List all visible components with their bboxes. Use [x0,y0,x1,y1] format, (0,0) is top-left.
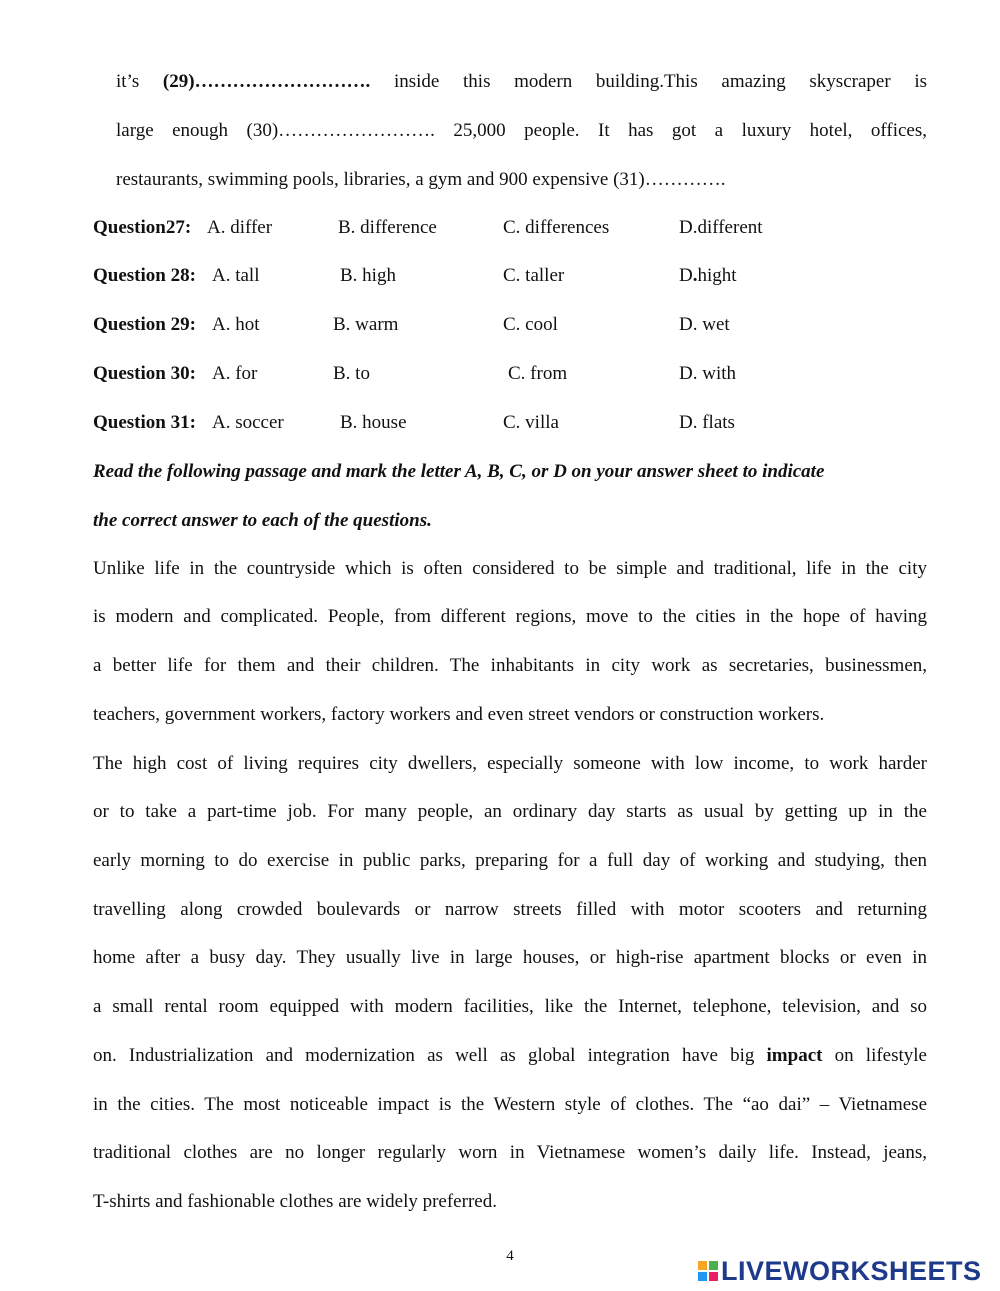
passage-line: The high cost of living requires city dwellers, especially someone with low income, to work harder [93,753,927,774]
passage-line: on. Industrialization and modernization as well as global integration have big impact on lifestyle [93,1045,927,1066]
option-a: A. for [212,363,258,384]
instruction-line-2: the correct answer to each of the questions. [93,510,432,531]
keyword-impact: impact [766,1045,823,1066]
passage-line: or to take a part-time job. For many people, an ordinary day starts as usual by getting up in the [93,801,927,822]
option-b: B. warm [333,314,399,335]
passage-line-29: it’s (29)………………………. inside this modern building.This amazing skyscraper is [116,71,928,92]
option-d: D.hight [679,265,737,286]
question-label: Question 30: [93,363,196,384]
question-label: Question 31: [93,412,196,433]
option-b: B. high [340,265,396,286]
option-c: C. cool [503,314,558,335]
option-a: A. tall [212,265,260,286]
passage-line: is modern and complicated. People, from different regions, move to the cities in the hope of having [93,606,927,627]
passage-line: a small rental room equipped with modern facilities, like the Internet, telephone, television, and so [93,996,927,1017]
option-d: D. with [679,363,736,384]
passage-line: T-shirts and fashionable clothes are widely preferred. [93,1191,497,1212]
liveworksheets-logo [698,1256,982,1286]
option-c: C. villa [503,412,559,433]
passage-line: in the cities. The most noticeable impact is the Western style of clothes. The “ao dai” – Vietnamese [93,1094,927,1115]
passage-line: early morning to do exercise in public parks, preparing for a full day of working and studying, then [93,850,927,871]
option-b: B. house [340,412,407,433]
passage-line-31: restaurants, swimming pools, libraries, a gym and 900 expensive (31)…………. [116,169,726,190]
logo-icon [698,1261,718,1281]
passage-line-30: large enough (30)……………………. 25,000 people. It has got a luxury hotel, offices, [116,120,927,141]
option-b: B. to [333,363,370,384]
option-c: C. from [508,363,568,384]
passage-line: Unlike life in the countryside which is often considered to be simple and traditional, life in the city [93,558,927,579]
passage-line: home after a busy day. They usually live in large houses, or high-rise apartment blocks or even in [93,947,927,968]
question-label: Question 29: [93,314,196,335]
page-number: 4 [506,1248,514,1264]
brand-name: LIVEWORKSHEETS [721,1255,982,1286]
question-label: Question27: [93,217,192,238]
instruction-line-1: Read the following passage and mark the letter A, B, C, or D on your answer sheet to indicate [93,461,825,482]
passage-line: a better life for them and their children. The inhabitants in city work as secretaries, businessmen, [93,655,927,676]
passage-line: travelling along crowded boulevards or narrow streets filled with motor scooters and returning [93,899,927,920]
option-a: A. soccer [212,412,284,433]
passage-line: teachers, government workers, factory workers and even street vendors or construction workers. [93,704,825,725]
question-label: Question 28: [93,265,196,286]
blank-29: (29)………………………. [162,71,371,92]
option-a: A. hot [212,314,260,335]
option-d: D. flats [679,412,735,433]
option-b: B. difference [338,217,437,238]
option-c: C. taller [503,265,565,286]
option-a: A. differ [207,217,273,238]
option-c: C. differences [503,217,610,238]
option-d: D. wet [679,314,730,335]
passage-line: traditional clothes are no longer regularly worn in Vietnamese women’s daily life. Instead, jeans, [93,1142,927,1163]
option-d: D.different [679,217,763,238]
